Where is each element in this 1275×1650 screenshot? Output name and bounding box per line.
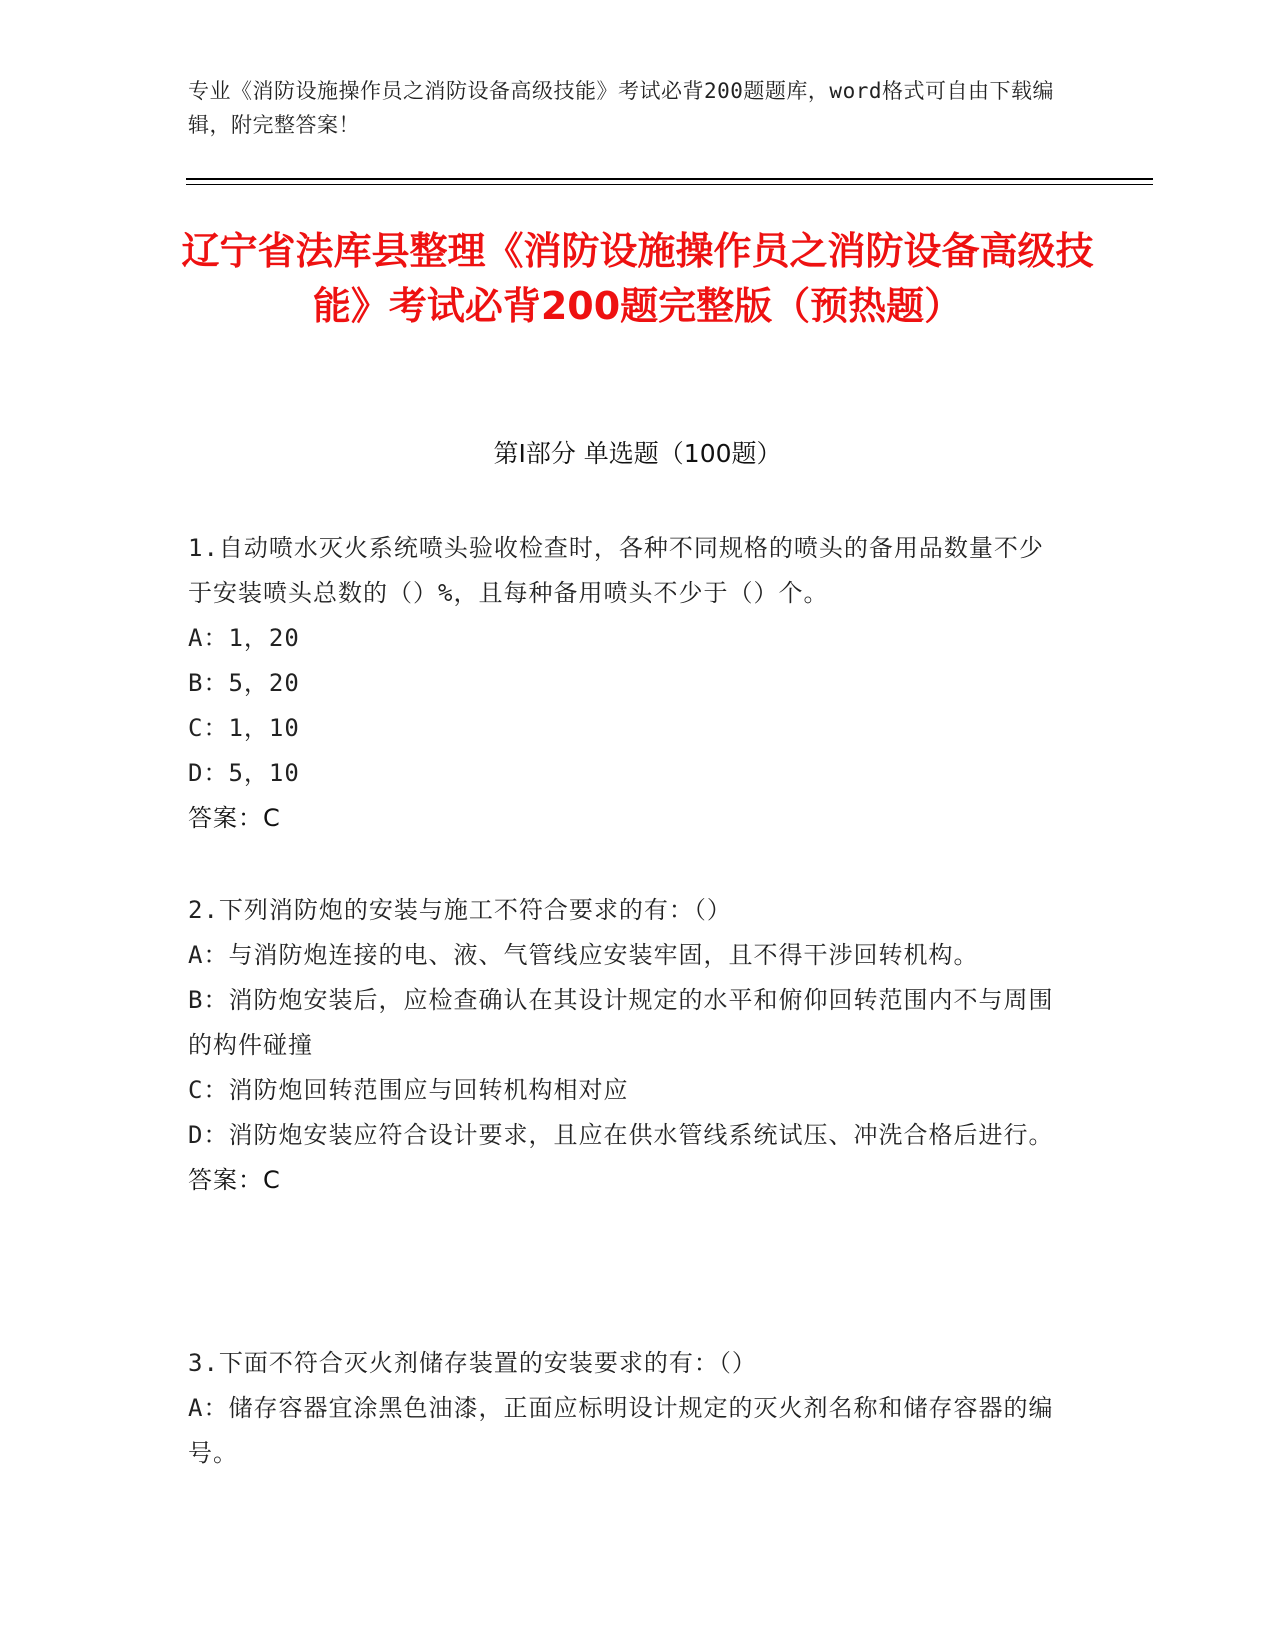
option-b: B：5，20	[188, 669, 300, 697]
question-2	[188, 888, 1068, 1203]
question-3	[188, 1341, 1068, 1476]
question-text: 1.自动喷水灭火系统喷头验收检查时，各种不同规格的喷头的备用品数量不少于安装喷头总数的（）%，且每种备用喷头不少于（）个。	[188, 534, 1044, 607]
question-text: 2.下列消防炮的安装与施工不符合要求的有：（）	[188, 896, 732, 924]
option-d: D：消防炮安装应符合设计要求，且应在供水管线系统试压、冲洗合格后进行。	[188, 1121, 1054, 1149]
option-c: C：1，10	[188, 714, 300, 742]
option-b: B：消防炮安装后，应检查确认在其设计规定的水平和俯仰回转范围内不与周围的构件碰撞	[188, 986, 1054, 1059]
question-1	[188, 526, 1068, 841]
header-divider-thick	[186, 178, 1153, 180]
option-d: D：5，10	[188, 759, 300, 787]
question-text: 3.下面不符合灭火剂储存装置的安装要求的有：（）	[188, 1349, 757, 1377]
document-title: 辽宁省法库县整理《消防设施操作员之消防设备高级技能》考试必背200题完整版（预热题）	[181, 229, 1094, 328]
option-a: A：与消防炮连接的电、液、气管线应安装牢固，且不得干涉回转机构。	[188, 941, 979, 969]
header-note: 专业《消防设施操作员之消防设备高级技能》考试必背200题题库，word格式可自由下载编辑，附完整答案！	[188, 79, 1054, 137]
answer: 答案：C	[188, 1166, 281, 1194]
answer: 答案：C	[188, 804, 281, 832]
header-divider-thin	[186, 184, 1153, 185]
option-a: A：储存容器宜涂黑色油漆，正面应标明设计规定的灭火剂名称和储存容器的编号。	[188, 1394, 1054, 1467]
section-title: 第Ⅰ部分 单选题（100题）	[493, 439, 782, 468]
option-c: C：消防炮回转范围应与回转机构相对应	[188, 1076, 629, 1104]
option-a: A：1，20	[188, 624, 300, 652]
